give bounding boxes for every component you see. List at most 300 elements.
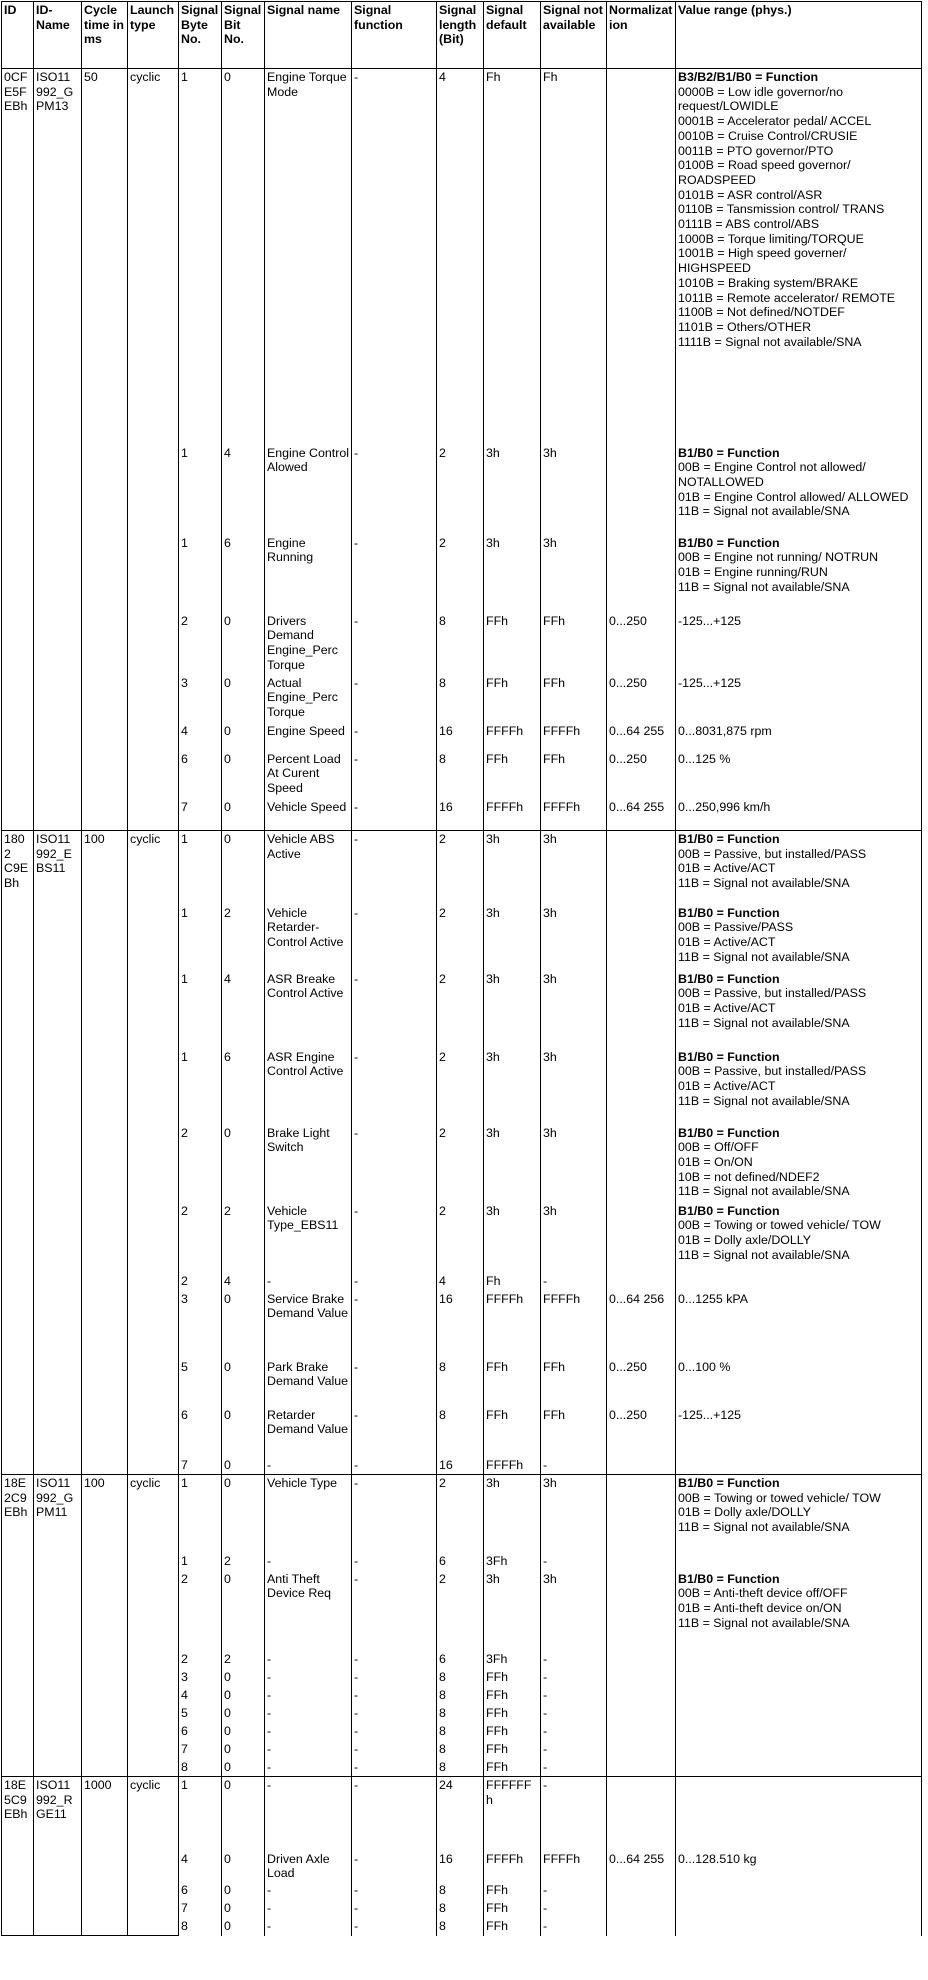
signal-function: - <box>352 1705 437 1723</box>
signal-length: 8 <box>437 675 484 723</box>
signal-default: 3h <box>484 535 541 613</box>
signal-not-available: - <box>541 1273 607 1291</box>
signal-byte-no: 6 <box>179 751 222 799</box>
signal-not-available: 3h <box>541 1203 607 1273</box>
value-range-heading: B1/B0 = Function <box>678 832 780 846</box>
signal-normalization <box>607 1777 676 1851</box>
signal-name: - <box>265 1882 352 1900</box>
signal-not-available: 3h <box>541 1125 607 1203</box>
signal-bit-no: 0 <box>222 69 265 445</box>
col-header-byte-no: Signal Byte No. <box>179 2 222 69</box>
value-range-line: 1010B = Braking system/BRAKE <box>678 275 859 290</box>
signal-not-available: - <box>541 1759 607 1777</box>
signal-length: 8 <box>437 1687 484 1705</box>
col-header-value-range: Value range (phys.) <box>676 2 922 69</box>
value-range-line: 0110B = Tansmission control/ TRANS <box>678 202 885 217</box>
signal-byte-no: 1 <box>179 535 222 613</box>
signal-not-available: - <box>541 1777 607 1851</box>
signal-byte-no: 7 <box>179 799 222 831</box>
value-range-heading: B1/B0 = Function <box>678 1049 780 1064</box>
signal-default: Fh <box>484 69 541 445</box>
signal-value-range <box>676 1359 922 1407</box>
signal-not-available: 3h <box>541 1049 607 1125</box>
signal-normalization <box>607 831 676 905</box>
value-range-line: 1101B = Others/OTHER <box>678 319 812 334</box>
signal-function: - <box>352 1571 437 1651</box>
value-range-line: 00B = Engine Control not allowed/ NOTALLOWED <box>678 460 866 489</box>
signal-byte-no: 2 <box>179 1125 222 1203</box>
signal-name: Percent Load At Curent Speed <box>265 751 352 799</box>
signal-value-range <box>676 1273 922 1291</box>
signal-value-range <box>676 1687 922 1705</box>
signal-length: 4 <box>437 69 484 445</box>
value-range-line: -125...+125 <box>678 613 742 628</box>
signal-normalization <box>607 69 676 445</box>
value-range-heading: B1/B0 = Function <box>678 445 780 460</box>
value-range-line: 0001B = Accelerator pedal/ ACCEL <box>678 114 872 129</box>
signal-normalization: 0...64 255 <box>607 799 676 831</box>
value-range-line: 01B = Active/ACT <box>678 1000 776 1015</box>
signal-bit-no: 0 <box>222 1407 265 1457</box>
signal-length: 24 <box>437 1777 484 1851</box>
signal-default: 3h <box>484 1049 541 1125</box>
signal-value-range <box>676 69 922 445</box>
value-range-line: 0...100 % <box>678 1359 731 1374</box>
signal-function: - <box>352 1475 437 1553</box>
signal-default: 3h <box>484 831 541 905</box>
signal-value-range <box>676 1669 922 1687</box>
signal-not-available: - <box>541 1457 607 1475</box>
value-range-line: 10B = not defined/NDEF2 <box>678 1169 820 1184</box>
signal-byte-no: 1 <box>179 1553 222 1571</box>
signal-bit-no: 0 <box>222 1669 265 1687</box>
signal-normalization: 0...64 256 <box>607 1291 676 1359</box>
signal-not-available: 3h <box>541 831 607 905</box>
signal-default: 3h <box>484 905 541 971</box>
signal-name: ASR Engine Control Active <box>265 1049 352 1125</box>
value-range-line: 00B = Towing or towed vehicle/ TOW <box>678 1490 881 1505</box>
signal-bit-no: 0 <box>222 1741 265 1759</box>
signal-name: Vehicle ABS Active <box>265 831 352 905</box>
signal-not-available: - <box>541 1651 607 1669</box>
signal-length: 16 <box>437 723 484 751</box>
signal-not-available: - <box>541 1553 607 1571</box>
signal-not-available: FFh <box>541 675 607 723</box>
signal-length: 8 <box>437 613 484 675</box>
signal-name: Anti Theft Device Req <box>265 1571 352 1651</box>
signal-default: 3h <box>484 445 541 535</box>
signal-normalization <box>607 1203 676 1273</box>
signal-default: FFFFh <box>484 1291 541 1359</box>
signal-length: 2 <box>437 445 484 535</box>
message-id-name: ISO11 992_G PM13 <box>34 69 82 831</box>
signal-value-range <box>676 675 922 723</box>
signal-byte-no: 1 <box>179 445 222 535</box>
value-range-line: 00B = Towing or towed vehicle/ TOW <box>678 1218 881 1233</box>
signal-default: FFh <box>484 1669 541 1687</box>
value-range-line: 0111B = ABS control/ABS <box>678 217 820 232</box>
signal-value-range <box>676 1553 922 1571</box>
value-range-heading: B3/B2/B1/B0 = Function <box>678 70 819 84</box>
signal-value-range <box>676 971 922 1049</box>
message-id-name: ISO11 992_G PM11 <box>34 1475 82 1777</box>
signal-normalization: 0...250 <box>607 1359 676 1407</box>
signal-value-range <box>676 1125 922 1203</box>
signal-default: FFh <box>484 1759 541 1777</box>
signal-not-available: 3h <box>541 1571 607 1651</box>
signal-length: 8 <box>437 1882 484 1900</box>
message-id: 1802 C9E Bh <box>2 831 34 1475</box>
signal-name: - <box>265 1651 352 1669</box>
signal-function: - <box>352 1882 437 1900</box>
signal-byte-no: 1 <box>179 905 222 971</box>
signal-normalization <box>607 1759 676 1777</box>
col-header-launch-type: Launch type <box>128 2 179 69</box>
signal-bit-no: 0 <box>222 1851 265 1882</box>
signal-not-available: FFh <box>541 1359 607 1407</box>
value-range-line: 00B = Passive, but installed/PASS <box>678 1064 867 1079</box>
signal-name: Brake Light Switch <box>265 1125 352 1203</box>
message-id: 18E 2C9 EBh <box>2 1475 34 1777</box>
signal-name: Service Brake Demand Value <box>265 1291 352 1359</box>
signal-name: - <box>265 1723 352 1741</box>
signal-length: 6 <box>437 1651 484 1669</box>
signal-length: 8 <box>437 1669 484 1687</box>
signal-value-range <box>676 1705 922 1723</box>
signal-normalization <box>607 1882 676 1900</box>
signal-byte-no: 1 <box>179 1475 222 1553</box>
signal-bit-no: 0 <box>222 1777 265 1851</box>
col-header-normalization: Normalization <box>607 2 676 69</box>
signal-normalization <box>607 1651 676 1669</box>
signal-name: Drivers Demand Engine_Perc Torque <box>265 613 352 675</box>
value-range-line: 01B = Active/ACT <box>678 861 776 876</box>
value-range-line: 0...125 % <box>678 751 731 766</box>
signal-value-range <box>676 1741 922 1759</box>
signal-function: - <box>352 1359 437 1407</box>
signal-length: 2 <box>437 1125 484 1203</box>
signal-value-range <box>676 1851 922 1882</box>
value-range-heading: B1/B0 = Function <box>678 1571 780 1586</box>
signal-byte-no: 2 <box>179 613 222 675</box>
signal-bit-no: 0 <box>222 1882 265 1900</box>
signal-value-range <box>676 1882 922 1900</box>
col-header-bit-no: Signal Bit No. <box>222 2 265 69</box>
value-range-heading: B1/B0 = Function <box>678 971 780 986</box>
signal-name: ASR Breake Control Active <box>265 971 352 1049</box>
signal-byte-no: 7 <box>179 1741 222 1759</box>
signal-value-range <box>676 751 922 799</box>
message-id: 18E 5C9 EBh <box>2 1777 34 1936</box>
signal-length: 8 <box>437 751 484 799</box>
value-range-line: 11B = Signal not available/SNA <box>678 876 850 891</box>
can-signal-table <box>1 1 922 1936</box>
value-range-line: 11B = Signal not available/SNA <box>678 1615 850 1630</box>
signal-bit-no: 0 <box>222 1457 265 1475</box>
signal-normalization <box>607 1049 676 1125</box>
signal-function: - <box>352 675 437 723</box>
signal-name: Vehicle Type <box>265 1475 352 1553</box>
signal-normalization <box>607 445 676 535</box>
signal-byte-no: 6 <box>179 1882 222 1900</box>
signal-not-available: FFh <box>541 1407 607 1457</box>
signal-length: 2 <box>437 1571 484 1651</box>
signal-bit-no: 4 <box>222 445 265 535</box>
value-range-line: 11B = Signal not available/SNA <box>678 1093 850 1108</box>
signal-name: Vehicle Speed <box>265 799 352 831</box>
signal-function: - <box>352 1759 437 1777</box>
message-cycle-time: 100 <box>82 1475 128 1777</box>
signal-name: - <box>265 1553 352 1571</box>
signal-length: 8 <box>437 1705 484 1723</box>
value-range-line: 01B = Active/ACT <box>678 934 776 949</box>
signal-name: - <box>265 1741 352 1759</box>
col-header-signal-length: Signal length (Bit) <box>437 2 484 69</box>
signal-normalization: 0...250 <box>607 675 676 723</box>
signal-value-range <box>676 799 922 831</box>
col-header-signal-name: Signal name <box>265 2 352 69</box>
signal-not-available: FFh <box>541 751 607 799</box>
signal-not-available: 3h <box>541 445 607 535</box>
signal-bit-no: 0 <box>222 1723 265 1741</box>
signal-function: - <box>352 1900 437 1918</box>
table-header-row <box>2 2 922 69</box>
signal-function: - <box>352 1741 437 1759</box>
signal-normalization <box>607 1553 676 1571</box>
signal-byte-no: 5 <box>179 1359 222 1407</box>
col-header-signal-not-available: Signal not available <box>541 2 607 69</box>
signal-function: - <box>352 723 437 751</box>
signal-default: FFh <box>484 613 541 675</box>
signal-normalization <box>607 1705 676 1723</box>
value-range-line: 0101B = ASR control/ASR <box>678 187 823 202</box>
signal-bit-no: 6 <box>222 535 265 613</box>
signal-name: - <box>265 1759 352 1777</box>
signal-not-available: 3h <box>541 971 607 1049</box>
signal-function: - <box>352 831 437 905</box>
signal-normalization <box>607 1741 676 1759</box>
signal-length: 8 <box>437 1723 484 1741</box>
value-range-line: 11B = Signal not available/SNA <box>678 949 850 964</box>
value-range-line: 11B = Signal not available/SNA <box>678 1184 850 1199</box>
signal-bit-no: 0 <box>222 1900 265 1918</box>
signal-not-available: - <box>541 1741 607 1759</box>
table-row <box>2 831 922 905</box>
value-range-line: 01B = Anti-theft device on/ON <box>678 1600 842 1615</box>
value-range-line: 11B = Signal not available/SNA <box>678 1015 850 1030</box>
signal-name: Engine Running <box>265 535 352 613</box>
value-range-line: 11B = Signal not available/SNA <box>678 1520 850 1535</box>
signal-value-range <box>676 905 922 971</box>
signal-function: - <box>352 1851 437 1882</box>
message-launch-type: cyclic <box>128 1777 179 1936</box>
signal-byte-no: 3 <box>179 1291 222 1359</box>
signal-name: Engine Control Alowed <box>265 445 352 535</box>
value-range-line: 00B = Passive, but installed/PASS <box>678 846 867 861</box>
signal-length: 8 <box>437 1741 484 1759</box>
signal-normalization <box>607 905 676 971</box>
signal-default: FFh <box>484 751 541 799</box>
signal-function: - <box>352 1553 437 1571</box>
signal-byte-no: 5 <box>179 1705 222 1723</box>
signal-name: - <box>265 1900 352 1918</box>
signal-normalization <box>607 1723 676 1741</box>
signal-name: - <box>265 1705 352 1723</box>
signal-value-range <box>676 1571 922 1651</box>
signal-default: FFFFh <box>484 799 541 831</box>
signal-bit-no: 0 <box>222 1291 265 1359</box>
value-range-line: 11B = Signal not available/SNA <box>678 504 850 519</box>
signal-normalization: 0...64 255 <box>607 723 676 751</box>
signal-normalization: 0...250 <box>607 613 676 675</box>
signal-default: FFFFh <box>484 1851 541 1882</box>
signal-default: 3h <box>484 1125 541 1203</box>
value-range-line: 11B = Signal not available/SNA <box>678 1247 850 1262</box>
signal-bit-no: 0 <box>222 723 265 751</box>
signal-value-range <box>676 1049 922 1125</box>
signal-value-range <box>676 1918 922 1936</box>
signal-not-available: FFFFh <box>541 1851 607 1882</box>
signal-length: 2 <box>437 1203 484 1273</box>
signal-bit-no: 2 <box>222 1203 265 1273</box>
signal-function: - <box>352 1457 437 1475</box>
signal-function: - <box>352 1687 437 1705</box>
signal-byte-no: 2 <box>179 1651 222 1669</box>
value-range-heading: B1/B0 = Function <box>678 535 780 550</box>
signal-byte-no: 4 <box>179 1687 222 1705</box>
signal-value-range <box>676 1723 922 1741</box>
signal-value-range <box>676 1475 922 1553</box>
signal-normalization <box>607 1571 676 1651</box>
signal-default: Fh <box>484 1273 541 1291</box>
signal-bit-no: 4 <box>222 971 265 1049</box>
signal-function: - <box>352 1125 437 1203</box>
signal-byte-no: 6 <box>179 1407 222 1457</box>
value-range-line: 01B = Dolly axle/DOLLY <box>678 1505 812 1520</box>
signal-byte-no: 2 <box>179 1273 222 1291</box>
value-range-line: 1100B = Not defined/NOTDEF <box>678 305 845 320</box>
signal-bit-no: 0 <box>222 675 265 723</box>
signal-not-available: 3h <box>541 905 607 971</box>
value-range-line: 1001B = High speed governer/ HIGHSPEED <box>678 246 847 276</box>
signal-name: - <box>265 1273 352 1291</box>
signal-function: - <box>352 445 437 535</box>
signal-name: Vehicle Type_EBS11 <box>265 1203 352 1273</box>
value-range-line: 0010B = Cruise Control/CRUSIE <box>678 128 858 143</box>
signal-byte-no: 7 <box>179 1900 222 1918</box>
signal-default: 3Fh <box>484 1553 541 1571</box>
signal-byte-no: 4 <box>179 723 222 751</box>
value-range-line: 1000B = Torque limiting/TORQUE <box>678 231 864 246</box>
signal-bit-no: 0 <box>222 1359 265 1407</box>
signal-default: FFh <box>484 1705 541 1723</box>
signal-name: - <box>265 1918 352 1936</box>
signal-function: - <box>352 1918 437 1936</box>
col-header-signal-default: Signal default <box>484 2 541 69</box>
signal-function: - <box>352 1049 437 1125</box>
value-range-line: 0...250,996 km/h <box>678 799 771 814</box>
signal-normalization <box>607 1687 676 1705</box>
value-range-line: 0...8031,875 rpm <box>678 723 772 738</box>
signal-name: - <box>265 1457 352 1475</box>
signal-length: 8 <box>437 1359 484 1407</box>
signal-name: Vehicle Retarder-Control Active <box>265 905 352 971</box>
signal-bit-no: 0 <box>222 1475 265 1553</box>
message-id-name: ISO11 992_E BS11 <box>34 831 82 1475</box>
signal-function: - <box>352 69 437 445</box>
signal-byte-no: 1 <box>179 69 222 445</box>
signal-byte-no: 6 <box>179 1723 222 1741</box>
signal-byte-no: 3 <box>179 675 222 723</box>
signal-bit-no: 0 <box>222 1918 265 1936</box>
signal-normalization <box>607 1669 676 1687</box>
value-range-line: 00B = Engine not running/ NOTRUN <box>678 550 879 565</box>
signal-value-range <box>676 1407 922 1457</box>
signal-normalization: 0...250 <box>607 1407 676 1457</box>
signal-function: - <box>352 905 437 971</box>
col-header-cycle-time: Cycle time in ms <box>82 2 128 69</box>
signal-byte-no: 2 <box>179 1203 222 1273</box>
signal-not-available: 3h <box>541 1475 607 1553</box>
signal-name: - <box>265 1687 352 1705</box>
signal-default: FFFFh <box>484 1457 541 1475</box>
value-range-line: 00B = Off/OFF <box>678 1140 759 1155</box>
signal-value-range <box>676 535 922 613</box>
signal-not-available: - <box>541 1723 607 1741</box>
signal-name: - <box>265 1669 352 1687</box>
signal-default: FFh <box>484 1741 541 1759</box>
value-range-line: 0100B = Road speed governor/ ROADSPEED <box>678 158 851 187</box>
value-range-line: -125...+125 <box>678 675 742 690</box>
signal-not-available: FFh <box>541 613 607 675</box>
signal-function: - <box>352 1291 437 1359</box>
signal-byte-no: 2 <box>179 1571 222 1651</box>
signal-byte-no: 7 <box>179 1457 222 1475</box>
signal-default: 3h <box>484 1203 541 1273</box>
signal-name: Actual Engine_Perc Torque <box>265 675 352 723</box>
signal-function: - <box>352 1723 437 1741</box>
signal-normalization <box>607 535 676 613</box>
signal-length: 8 <box>437 1759 484 1777</box>
signal-normalization <box>607 1475 676 1553</box>
signal-not-available: Fh <box>541 69 607 445</box>
signal-default: FFh <box>484 1723 541 1741</box>
signal-value-range <box>676 1651 922 1669</box>
signal-not-available: FFFFh <box>541 1291 607 1359</box>
value-range-heading: B1/B0 = Function <box>678 1125 780 1140</box>
signal-bit-no: 2 <box>222 1553 265 1571</box>
signal-bit-no: 0 <box>222 1125 265 1203</box>
signal-function: - <box>352 1777 437 1851</box>
signal-not-available: - <box>541 1669 607 1687</box>
signal-default: FFh <box>484 1900 541 1918</box>
signal-bit-no: 0 <box>222 1759 265 1777</box>
value-range-line: 0...128.510 kg <box>678 1851 757 1866</box>
signal-byte-no: 8 <box>179 1759 222 1777</box>
message-launch-type: cyclic <box>128 1475 179 1777</box>
value-range-line: 1111B = Signal not available/SNA <box>678 334 862 349</box>
signal-bit-no: 0 <box>222 613 265 675</box>
table-row <box>2 69 922 445</box>
signal-length: 4 <box>437 1273 484 1291</box>
signal-not-available: FFFFh <box>541 723 607 751</box>
message-cycle-time: 50 <box>82 69 128 831</box>
signal-default: FFFFh <box>484 723 541 751</box>
signal-bit-no: 2 <box>222 905 265 971</box>
value-range-line: 00B = Passive/PASS <box>678 920 794 935</box>
signal-value-range <box>676 1759 922 1777</box>
signal-function: - <box>352 613 437 675</box>
